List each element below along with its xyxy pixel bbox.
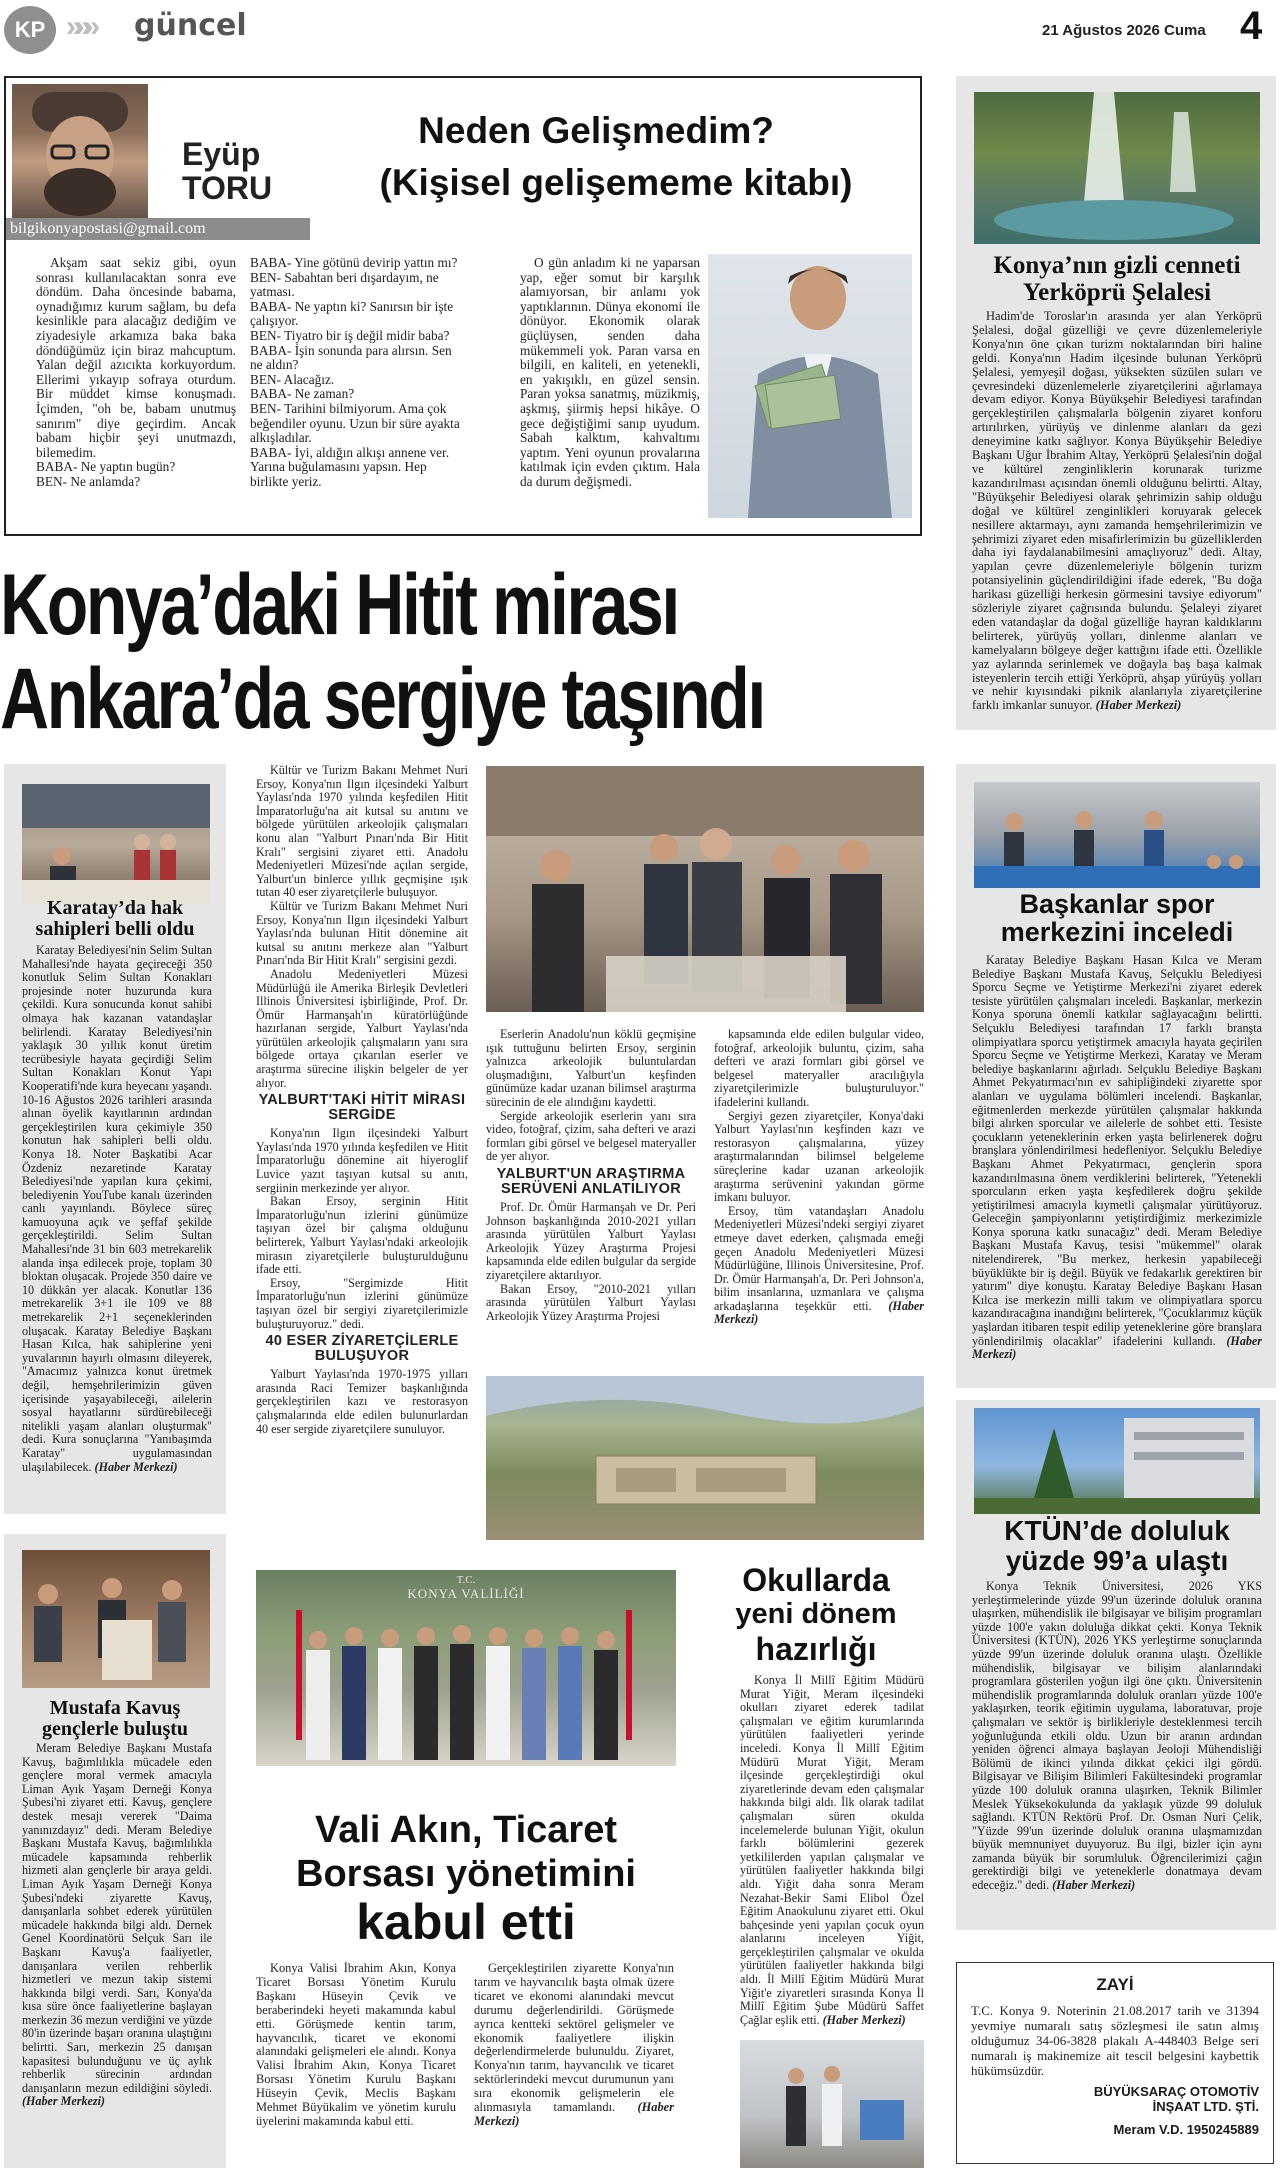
museum-visit-icon	[486, 766, 924, 1012]
okul-title-line3: hazırlığı	[755, 1631, 877, 1667]
baskanlar-body: Karatay Belediye Başkanı Hasan Kılca ve Meram Belediye Başkanı Mustafa Kavuş, Selçuklu Belediyesi Sporcu Seçme ve Yetiştirme Merkezi'ni ziyaret ederek tesiste yürütülen çalışmaları inceledi. Başkanlar, merkezin Konya sporuna önemli katkılar sağlayacağını belirtti. Selçuklu Belediyesi tarafından 17 farklı branşta olimpiyatlara sporcu yetiştirmek amacıyla hayata geçirilen Sporcu Seçme ve Yetiştirme Merkezi, Karatay ve Meram belediye başkanlarını ağırladı. Selçuklu Belediye Başkanı Ahmet Pekyatırmacı'nın ev sahipliğindeki ziyarette spor alanları ve uygulama bölümleri incelendi. Başkanlar, eğitmenlerden merkezde yürütülen çalışmalar hakkında bilgi alırken sporcular ve ailelerle de sohbet etti. Tesiste çocukların yeteneklerinin erken yaşta belirlenerek doğru branşlara yönlendirilmesi hedefleniyor. Selçuklu Belediye Başkanı Ahmet Pekyatırmacı, gençlerin spora kazandırılmasına önem verdiklerini belirterek, "Yetenekli sporcuların erken yaşta keşfedilerek doğru şekilde yetiştirilmesi amacıyla kıymetli çalışmalar yürütüyoruz. Geleceğin şampiyonlarını yetiştirdiğimiz merkezimizle Konya sporuna katkı sunacağız" dedi. Meram Belediye Başkanı Mustafa Kavuş, tesisi "mükemmel" olarak nitelendirerek, "Bu merkez, herkesin yapabileceği büyüklükte bir iş değil. Büyük ve fedakarlık gerektiren bir yatırım" diye konuştu. Karatay Belediye Başkanı Hasan Kılca ise merkezin milli takım ve olimpiyatlara sporcu kazandıracağına inandığını belirterek, "Çocuklarımız küçük yaşlardan itibaren tespit edilip yeteneklerine göre branşlara yönlendirilmiş olacaklar" ifadelerini kullandı. (Haber Merkezi)	[972, 953, 1262, 1362]
ktun-body: Konya Teknik Üniversitesi, 2026 YKS yerleştirmelerinde yüzde 99'un üzerinde doluluk oranına ulaşırken, mühendislik ile bilgisayar ve bilişim programları yüzde 100'e yakın doluluğa dikkat çekti. Konya Teknik Üniversitesi (KTÜN), 2026 YKS yerleştirme sonuçlarında yüzde 99'un üzerinde doluluk oranına ulaştı. Özellikle mühendislik, bilgisayar ve bilişim alanlarındaki programlara gösterilen yoğun ilgi öne çıktı. Üniversitenin mühendislik programlarında doluluk oranları yüzde 100'e yaklaşırken, teorik eğitimin uygulama, laboratuvar, proje çalışmaları ve sektör iş birlikleriyle desteklenmesi tercih yoğunluğunda etkili oldu. Uzun bir aranın ardından yeniden öğrenci almaya başlayan Jeoloji Mühendisliği Bölümü de ikinci yılında dikkat çekici ilgi gördü. Bilgisayar ve Bilişim Bilimleri Fakültesindeki programlar yüzde 100 doluluk oranına ulaşırken, Teknik Bilimler Meslek Yüksekokulunda da yaklaşık yüzde 99 doluluk sağlandı. KTÜN Rektörü Prof. Dr. Osman Nuri Çelik, "Yüzde 99'un üzerinde doluluk oranına ulaşmamızdan büyük memnuniyet duyuyoruz. Bu ilgi, bizler için aynı zamanda büyük bir sorumluluk. Öğrencilerimizi çağın gerektirdiği bilgi ve yeteneklerle donatmaya devam edeceğiz." dedi. (Haber Merkezi)	[972, 1579, 1262, 1893]
sports-center-photo	[974, 782, 1260, 888]
mustafa-body: Meram Belediye Başkanı Mustafa Kavuş, bağımlılıkla mücadele eden gençlere moral vermek amacıyla Liman Ayık Yaşam Derneği Konya Şubesi'ni ziyaret etti. Kavuş, gençlere destek mesajı vererek "Daima yanınızdayız" dedi. Meram Belediye Başkanı Mustafa Kavuş, bağımlılıkla mücadele kapsamında rehberlik hizmeti alan gençlerle bir araya geldi. Liman Ayık Yaşam Derneği Konya Şubesi'ndeki ziyarette Kavuş, danışanlarla sohbet ederek yürütülen mücadele hakkında bilgi aldı. Dernek Genel Koordinatörü Selçuk Sarı ile Başkanı Kavuş'a faaliyetler, danışanlara verilen rehberlik hizmetleri ve mezun takip sistemi hakkında bilgi verdi. Sarı, Konya'da kısa süre önce faaliyetlerine başlayan merkezin 36 mezun verdiğini ve yüzde 80'in üzerinde başarı oranına ulaştığını belirtti. Sarı, merkezin 25 danışan kapasitesi bulunduğunu ve üç aylık rehberlik sürecinin ardından danışanların mezun edildiğini söyledi. (Haber Merkezi)	[22, 1741, 212, 2109]
zayi-company-line2: İNŞAAT LTD. ŞTİ.	[1152, 2099, 1259, 2114]
dialog-line: BABA- İşin sonunda para alırsın. Sen ne aldın?	[250, 342, 452, 373]
column-text-col1: Akşam saat sekiz gibi, oyun sonrası kullanılacaktan sonra eve döndüm. Daha öncesinde babama, oynadığımız kurum sağlam, bu defa kesinlikle para alacağız dediğim ve ziyadesiyle arkamıza baka baka döndüğümüz için biraz mahcuptum. Yalan değil azıcıkta korkuyordum. Ellerimi yıkayıp sofraya oturdum. Bir müddet kimse konuşmadı. İçimden, "oh be, babam unutmuş sanırım" diye geçirdim. Ancak babam hiçbir şeyi unutmazdı, bilemedim. BABA- Ne yaptın bugün? BEN- Ne anlamda?	[36, 255, 236, 489]
businessman-icon	[708, 254, 912, 518]
zayi-tax-office: Meram V.D. 1950245889	[1113, 2122, 1259, 2137]
zayi-body: T.C. Konya 9. Noterinin 21.08.2017 tarih ve 31394 yevmiye numaralı satış sözleşmesi ile satın almış olduğumuz 34-06-3828 plakalı A-448403 Belge seri numaralı iş makinemize ait tescil belgesini kaybettik hükümsüzdür.	[971, 2003, 1259, 2078]
team-icon	[974, 782, 1260, 888]
building-icon	[974, 1408, 1260, 1514]
okul-photo	[740, 2040, 924, 2168]
dialog-line: BEN- Ne anlamda?	[36, 473, 141, 489]
article-paragraph: Kültür ve Turizm Bakanı Mehmet Nuri Ersoy, Konya'nın Ilgın ilçesindeki Yalburt Yaylası'nda 1970 yılında keşfedilen Hitit İmparatorluğu'na ait kutsal su anıtını ve bölgede yürütülen arkeolojik çalışmaları konu alan "Yalburt Pınarı'nda Bir Hitit Kralı" sergisini ziyaret etti. Anadolu Medeniyetleri Müzesi'nde açılan sergide, Yalburt'un binlerce yıllık geçmişine ışık tutan 40 eser ziyaretçilerle buluşuyor.	[256, 763, 468, 900]
author-first-name: Eyüp	[182, 136, 261, 172]
baskanlar-news-box	[956, 764, 1276, 1388]
vali-photo	[256, 1570, 676, 1766]
article-paragraph: Yalburt Yaylası'nda 1970-1975 yılları arasında Raci Temizer başkanlığında gerçekleştirilen kazı ve restorasyon çalışmalarında elde edilen bulunurlardan 40 eser sergide ziyaretçilere sunuluyor.	[256, 1367, 468, 1436]
waterfall-photo	[974, 92, 1260, 244]
dialog-line: BABA- Ne yaptın ki? Sanırsın bir işte çalışıyor.	[250, 298, 454, 329]
hitit-col-right	[714, 1028, 924, 1327]
hitit-col-mid	[486, 1028, 696, 1323]
article-paragraph: Kültür ve Turizm Bakanı Mehmet Nuri Ersoy, Konya'nın Ilgın ilçesindeki Yalburt Yaylası'nda bulunan Hitit dönemine ait kutsal su anıtını merkeze alan "Yalburt Pınarı'nda Bir Hitit Kralı" sergisini gezdi.	[256, 898, 468, 968]
article-subheading: 40 ESER ZİYARETÇİLERLE BULUŞUYOR	[265, 1333, 459, 1365]
column-text-col3: O gün anladım ki ne yaparsan yap, eğer somut bir karşılık alamıyorsan, bir anlamı yok yaptıklarının. Dünya ekonomi ile dönüyor. Ekonomik olarak güçlüysen, senden daha mükemmeli yok. Paran varsa en bilgili, en kaliteli, en yetenekli, en yakışıklı, en güzel sensin. Paran yoksa sanatmış, müzikmiş, aşkmış, şiirmiş hepsi hikâye. O gece değiştiğimi sanıp uyudum. Sabah kalktım, kahvaltımı yaptım. Yeni oyunun provalarına katılmak için evden çıktım. Hala da durum değişmedi.	[520, 255, 700, 489]
article-paragraph: Prof. Dr. Ömür Harmanşah ve Dr. Peri Johnson başkanlığında 2010-2021 yılları arasında yürütülen Yalburt Yaylası Arkeolojik Yüzey Araştırma Projesi kapsamında elde edilen bulgular da sergide ziyaretçilere aktarılıyor.	[486, 1199, 696, 1282]
vali-title	[250, 1808, 682, 1948]
portrait-icon	[12, 84, 148, 224]
author-column-box	[4, 76, 922, 536]
ktun-title: KTÜN’de doluluk yüzde 99’a ulaştı	[1004, 1515, 1230, 1576]
dialog-line: BEN- Tiyatro bir iş değil midir baba?	[250, 327, 450, 343]
article-subheading: YALBURT'TAKİ HİTİT MİRASI SERGİDE	[258, 1092, 466, 1124]
page-number: 4	[1240, 4, 1263, 48]
article-paragraph: Eserlerin Anadolu'nun köklü geçmişine ışık tuttuğunu belirten Ersoy, serginin yalnızca arkeolojik buluntulardan oluşmadığını, Yalburt'un keşfinden günümüze kadar uzanan bilimsel araştırma sürecinin de ele alındığını kaydetti.	[486, 1027, 696, 1109]
governorship-sign-line2: KONYA VALİLİĞİ	[407, 1586, 525, 1601]
dialog-line: BABA- Yine götünü devirip yattın mı?	[250, 255, 458, 270]
okul-body: Konya İl Millî Eğitim Müdürü Murat Yiğit, Meram ilçesindeki okulları ziyaret ederek tadilat çalışmaları ve eğitim kurumlarında yürütülen faaliyetleri yerinde inceledi. Konya İl Millî Eğitim Müdürü Murat Yiğit, Meram ilçesinde gerçekleştirdiği okul ziyaretlerinde devam eden çalışmalar hakkında bilgi aldı. İlk olarak tadilat çalışmaları süren okulda incelemelerde bulunan Yiğit, okulun farklı bölümlerini gezerek yetkililerden yapılan çalışmalar ve yürütülen faaliyetler hakkında bilgi aldı. Yiğit daha sonra Meram Nezahat-Bekir Sami Elibol Özel Eğitim Anaokulunu ziyaret etti. Okul bahçesinde yeni yapılan çocuk oyun alanlarını inceleyen Yiğit, gerçekleştirilen çalışmalar ve okulda yürütülen faaliyetler hakkında bilgi aldı. İl Millî Eğitim Müdürü Murat Yiğit'e ziyaretleri sırasında Konya İl Millî Eğitim Şube Müdürü Saffet Çağlar eşlik etti. (Haber Merkezi)	[740, 1673, 924, 2027]
author-photo	[12, 84, 148, 224]
article-paragraph: Ersoy, tüm vatandaşları Anadolu Medeniyetleri Müzesi'ndeki sergiyi ziyaret etmeye davet ederken, çalışmada emeği geçen Anadolu Medeniyetleri Müzesi Müdürlüğüne, Illinois Üniversitesine, Prof. Dr. Ömür Harmanşah'a, Dr. Peri Johnson'a, bilim insanlarına, uzmanlara ve çalışma arkadaşlarına teşekkür etti. (Haber Merkezi)	[714, 1203, 924, 1327]
governorship-sign-line1: T.C.	[456, 1574, 476, 1586]
okul-title-line1: Okullarda	[742, 1562, 890, 1598]
ktun-news-box	[956, 1400, 1276, 1930]
school-visit-icon	[740, 2040, 924, 2168]
main-headline-line2: Ankara’da sergiye taşındı	[0, 651, 764, 747]
vali-col1: Konya Valisi İbrahim Akın, Konya Ticaret Borsası Yönetim Kurulu Başkanı Hüseyin Çevik ve beraberindeki heyeti makamında kabul etti. Görüşmede kentin tarım, hayvancılık, ticaret ve ekonomi alanındaki gelişmeleri ele alındı. Konya Valisi İbrahim Akın, Konya Ticaret Borsası Yönetim Kurulu Başkanı Hüseyin Çevik, Meclis Başkanı Mehmet Büyükalim ve yönetim kurulu üyelerini makamında kabul etti.	[256, 1961, 456, 2128]
dialog-line: BABA- Ne yaptın bugün?	[36, 459, 176, 475]
university-photo	[974, 1408, 1260, 1514]
vali-col2: Gerçekleştirilen ziyarette Konya'nın tarım ve hayvancılık başta olmak üzere ticaret ve ekonomi alanındaki mevcut durumu değerlendirildi. Görüşmede ayrıca kentteki sektörel gelişmeler ve ekonomik faaliyetlere ilişkin değerlendirmelerde bulunuldu. Ziyaret, Konya'nın tarım, hayvancılık ve ticaret sektörlerindeki mevcut durumunun yanı sıra ekonomik gelişmelerin ele alınmasıyla tamamlandı. (Haber Merkezi)	[474, 1961, 674, 2128]
okul-title-line2: yeni dönem	[735, 1598, 897, 1630]
author-email: bilgikonyapostasi@gmail.com	[6, 218, 310, 240]
article-paragraph: Bakan Ersoy, "2010-2021 yılları arasında yürütülen Yalburt Yaylası Arkeolojik Yüzey Araştırma Projesi	[486, 1281, 696, 1323]
group-photo-icon	[256, 1570, 676, 1766]
dialog-line: BABA- Ne zaman?	[250, 386, 355, 402]
page-header	[0, 0, 1280, 62]
zayi-company-line1: BÜYÜKSARAÇ OTOMOTİV	[1093, 2084, 1259, 2099]
column-text-col2	[250, 256, 466, 490]
karatay-news-box	[4, 764, 226, 1514]
article-paragraph: kapsamında elde edilen bulgular video, fotoğraf, arkeolojik buluntu, çizim, saha defteri ve arazi formları gibi görsel ve belgesel materyaller aracılığıyla ziyaretçilerimizle buluşturuluyor." ifadelerini kullandı.	[714, 1027, 924, 1109]
karatay-body: Karatay Belediyesi'nin Selim Sultan Mahallesi'nde hayata geçireceği 350 konutluk Selim Sultan Konakları projesinde noter huzurunda kura çekildi. Kura sonucunda konut sahibi olmaya hak kazanan vatandaşlar belirlendi. Karatay Belediyesi'nin yaklaşık 30 yıllık konut üretim tecrübesiyle hayata geçirdiği Selim Sultan Konakları Konut Yapı Kooperatifi'nde kura heyecanı yaşandı. 10-16 Ağustos 2026 tarihleri arasında alınan öyelik kayıtlarının ardından gerçekleştirilen kura çekimiyle 350 konutun hak sahipleri belli oldu. Konya 18. Noter Başkatibi Acar Özdeniz nezaretinde Karatay Belediyesi'nde yapılan kura çekimi, belediyenin YouTube kanalı üzerinden canlı yayınlandı. Böylece süreç kamuoyuna açık ve şeffaf şekilde gerçekleştirildi. Selim Sultan Mahallesi'nde 31 bin 603 metrekarelik alanda inşa edilecek proje, toplam 30 bloktan oluşacak. Projede 350 daire ve 10 dükkân yer alacak. Konutlar 136 metrekarelik 3+1 ile 109 ve 88 metrekarelik 2+1 seçeneklerinden oluşacak. Karatay Belediye Başkanı Hasan Kılca, hak sahiplerine yeni yuvalarının hayırlı olmasını dileyerek, "Amacımız yalnızca konut üretmek değil, hemşehrilerimizin güven içerisinde yaşayabileceği, ailelerin sosyal hayatlarını sürdürebileceği nitelikli yaşam alanları oluşturmak" dedi. Kura sonuçlarına "Yanıbaşımda Karatay" uygulamasından ulaşılabilecek. (Haber Merkezi)	[22, 943, 212, 1474]
dialog-line: BEN- Alacağız.	[250, 371, 335, 387]
yerkopru-news-box	[956, 76, 1276, 730]
waterfall-icon	[974, 92, 1260, 244]
article-paragraph: Anadolu Medeniyetleri Müzesi Müdürlüğü ile Amerika Birleşik Devletleri Illinois Üniversitesi işbirliğinde, Prof. Dr. Ömür Harmanşah'ın küratörlüğünde hazırlanan sergide, Yalburt Yaylası'nda yürütülen arkeolojik çalışmaların yanı sıra bölgede ortaya çıkarılan eserler ve araştırma sürecine ilişkin belgeler de yer alıyor.	[256, 966, 468, 1090]
mustafa-title: Mustafa Kavuş gençlerle buluştu	[41, 1697, 189, 1740]
column-title-line1: Neden Gelişmedim?	[418, 110, 774, 151]
article-paragraph: Sergide arkeolojik eserlerin yanı sıra video, fotoğraf, çizim, saha defteri ve arazi formları gibi görsel ve belgesel materyaller de yer alıyor.	[486, 1108, 696, 1164]
dialog-line: BEN- Sabahtan beri dışardayım, ne yatması.	[250, 269, 439, 300]
karatay-photo	[22, 784, 210, 904]
vali-title-line3: kabul etti	[356, 1894, 576, 1950]
column-title-line2: (Kişisel gelişememe kitabı)	[379, 162, 853, 203]
yerkopru-body: Hadim'de Toroslar'ın arasında yer alan Yerköprü Şelalesi, doğal güzelliği ve çevre düzenlemeleriyle Konya'nın öne çıkan turizm noktalarından biri haline geldi. Konya'nın Hadim ilçesinde bulunan Yerköprü Şelalesi, yemyeşil doğası, yüksekten süzülen suları ve çevresindeki düzenlemelerle ziyaretçilerini ağırlamaya devam ediyor. Konya Büyükşehir Belediyesi tarafından gerçekleştirilen çalışmalarla bölgenin ziyaret konforu artırılırken, yürüyüş ve dinlenme alanları da gezi deneyimine katkı sağlıyor. Konya Büyükşehir Belediye Başkanı Uğur İbrahim Altay, Yerköprü Şelalesi'nin doğal ve kültürel zenginliklerin korunarak turizme kazandırılması açısından önemli olduğunu belirtti. Altay, "Büyükşehir Belediyesi olarak şehrimizin sahip olduğu doğal ve kültürel zenginlikleri koruyarak gelecek nesillere aktarmayı, aynı zamanda hemşehrilerimizin ve şehrimizi ziyaret eden misafirlerimizin bu güzelliklerden daha iyi faydalanabilmesini amaçlıyoruz" dedi. Altay, yapılan çevre düzenlemeleriyle bölgenin turizm potansiyelinin güçlendirildiğini ifade ederek, "Bu doğa harikası güzelliği herkesin görmesini tavsiye ediyorum" sözleriyle ziyaret çağrısında bulundu. Şelaleyi ziyaret eden vatandaşlar da doğal güzelliğe hayran kaldıklarını belirterek, yürüyüş yolları, dinlenme alanları ve kamelyaların bölgeye değer kattığını ifade etti. Özellikle yaz aylarında serinlemek ve doğayla baş başa kalmak isteyenlerin tercih ettiği Yerköprü, ahşap yürüyüş yolları ve nehir kıyısındaki piknik alanlarıyla ziyaretçilerine farklı imkanlar sunuyor. (Haber Merkezi)	[972, 309, 1262, 713]
article-paragraph: Sergiyi gezen ziyaretçiler, Konya'daki Yalburt Yaylası'nın keşfinden kazı ve restorasyon çalışmalarına, yüzey araştırmalarından bilimsel belgeleme süreçlerine kadar uzanan arkeolojik araştırma serüvenini yakından görme imkanı buluyor.	[714, 1108, 924, 1205]
main-headline-line1: Konya’daki Hitit mirası	[0, 557, 678, 653]
group-visit-icon	[22, 1550, 210, 1688]
article-paragraph: Ersoy, "Sergimizde Hitit İmparatorluğu'nun izlerini günümüze taşıyan özel bir sergiyi ziyaretçilerimizle buluşturuyoruz." dedi.	[256, 1275, 468, 1331]
dialog-line: BEN- Tarihini bilmiyorum. Ama çok beğendiler oyunu. Uzun bir süre ayakta alkışladılar.	[250, 400, 460, 446]
author-last-name: TORU	[182, 170, 273, 206]
dialog-line: BABA- İyi, aldığın alkışı annene ver. Yarına buğulamasını yapsın. Hep birlikte yeriz.	[250, 444, 450, 489]
logo: KP	[4, 6, 56, 54]
main-headline	[0, 558, 930, 746]
okul-title	[706, 1562, 926, 1667]
vali-title-line1: Vali Akın, Ticaret	[314, 1809, 618, 1851]
hitit-photo-2	[486, 1376, 924, 1540]
yerkopru-title: Konya’nın gizli cenneti Yerköprü Şelalesi	[993, 252, 1241, 306]
zayi-ad-box	[956, 1962, 1274, 2164]
karatay-title: Karatay’da hak sahipleri belli oldu	[35, 897, 195, 940]
article-paragraph: Konya'nın Ilgın ilçesindeki Yalburt Yaylası'nda 1970 yılında keşfedilen ve Hitit İmparatorluğu dönemine ait hiyeroglif Luvice yazıt taşıyan kutsal su anıtı, sergiinin merkezinde yer alıyor.	[256, 1126, 468, 1195]
baskanlar-title: Başkanlar spor merkezini inceledi	[1000, 889, 1234, 947]
mustafa-news-box	[4, 1534, 226, 2168]
article-paragraph: Bakan Ersoy, serginin Hitit İmparatorluğu'nun izlerini günümüze taşıyan özel bir çalışma olduğunu belirterek, Yalburt Yaylası'ndaki arkeolojik mirasın ziyaretçilerle buluşturulduğunu ifade etti.	[256, 1194, 468, 1277]
money-man-photo	[708, 254, 912, 518]
vali-title-line2: Borsası yönetimini	[296, 1853, 636, 1895]
hitit-photo-1	[486, 766, 924, 1012]
mustafa-photo	[22, 1550, 210, 1688]
section-name: güncel	[134, 8, 247, 43]
meeting-room-icon	[22, 784, 210, 904]
article-subheading: YALBURT'UN ARAŞTIRMA SERÜVENİ ANLATILIYOR	[496, 1165, 686, 1197]
excavation-site-icon	[486, 1376, 924, 1540]
article-signature: (Haber Merkezi)	[714, 1298, 924, 1327]
hitit-col-left	[256, 764, 468, 1436]
header-date: 21 Ağustos 2026 Cuma	[1042, 22, 1206, 39]
chevrons-icon: »»»	[66, 10, 93, 43]
zayi-title: ZAYİ	[1096, 1975, 1134, 1994]
